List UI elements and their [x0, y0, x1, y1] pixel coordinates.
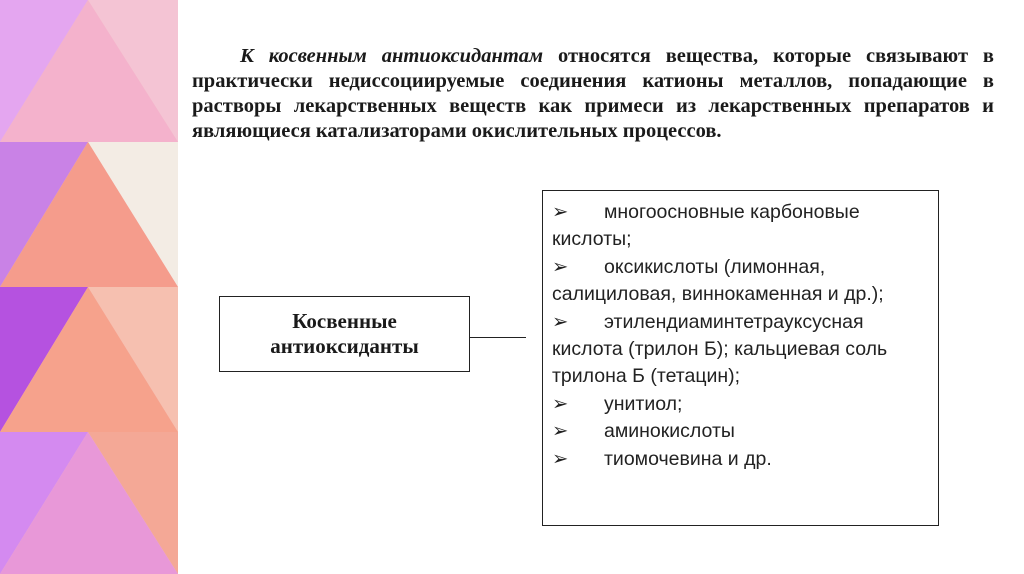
intro-text: относятся вещества, которые связывают в практически недиссоциируемые соединения катионы металлов, попадающие в растворы лекарственных веществ как примеси из лекарственных препаратов и являющиеся катализаторами окислительных процессов. — [192, 45, 994, 142]
list-item-text: унитиол; — [604, 392, 683, 415]
list-item — [552, 418, 926, 445]
main-category-label: Косвенные антиоксиданты — [270, 309, 419, 358]
connector-line — [470, 337, 526, 338]
list-item — [552, 391, 926, 418]
arrow-bullet-icon: ➢ — [552, 201, 569, 223]
list-item-text: оксикислоты (лимонная, салициловая, виннокаменная и др.); — [552, 255, 884, 306]
list-item — [552, 254, 926, 309]
intro-paragraph — [192, 44, 994, 144]
examples-list — [552, 199, 926, 473]
list-item-text: тиомочевина и др. — [604, 447, 772, 470]
slide-content — [178, 0, 1024, 574]
list-item-text: этилендиаминтетрауксусная кислота (трилон Б); кальциевая соль трилона Б (тетацин); — [552, 310, 888, 388]
arrow-bullet-icon: ➢ — [552, 447, 569, 470]
list-item — [552, 309, 926, 391]
list-item — [552, 199, 926, 254]
intro-term: К косвенным антиоксидантам — [240, 45, 544, 67]
main-category-box — [219, 296, 470, 372]
list-item-text: многоосновные карбоновые кислоты; — [552, 201, 860, 251]
examples-box — [542, 190, 939, 526]
arrow-bullet-icon: ➢ — [552, 420, 569, 443]
list-item — [552, 446, 926, 473]
list-item-text: аминокислоты — [604, 420, 735, 443]
arrow-bullet-icon: ➢ — [552, 310, 569, 333]
decorative-triangle-pattern — [0, 0, 178, 574]
arrow-bullet-icon: ➢ — [552, 255, 569, 278]
arrow-bullet-icon: ➢ — [552, 392, 569, 415]
